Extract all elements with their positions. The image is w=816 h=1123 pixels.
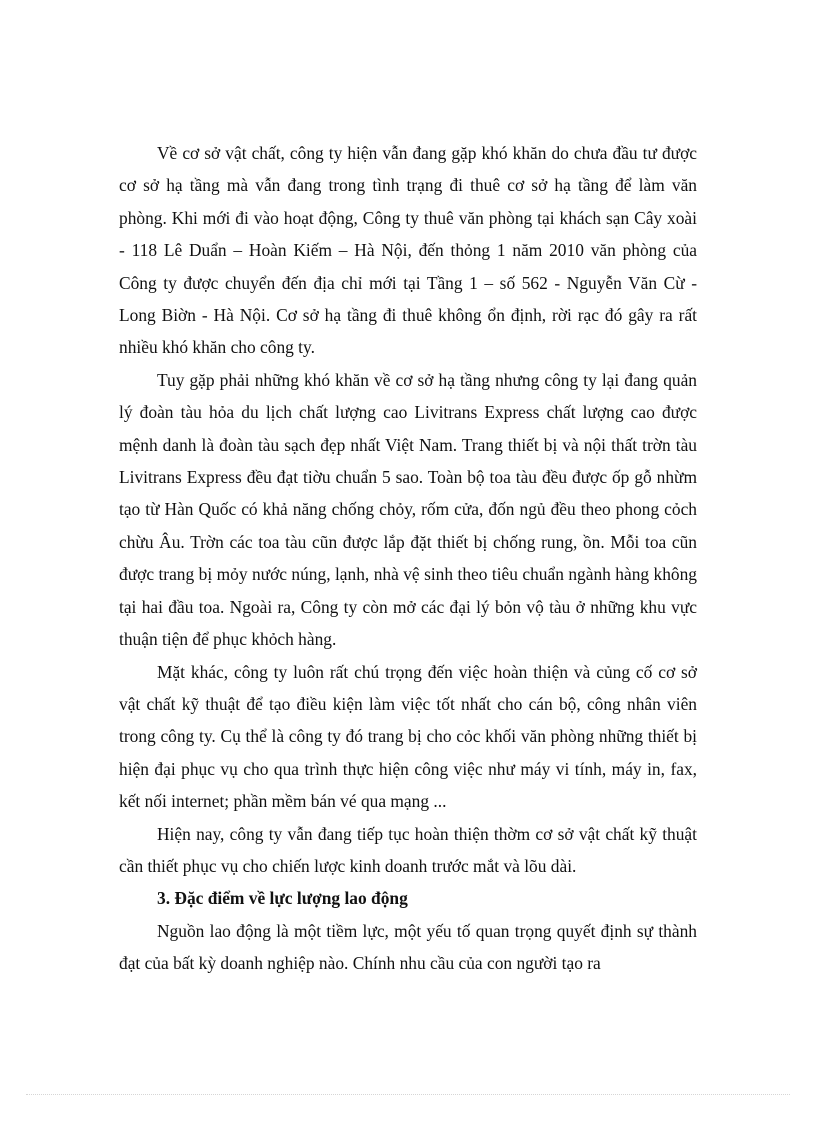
paragraph-equipment: Mặt khác, công ty luôn rất chú trọng đến việc hoàn thiện và củng cố cơ sở vật chất kỹ thuật để tạo điều kiện làm việc tốt nhất cho cán bộ, công nhân viên trong công ty. Cụ thể là công ty đó trang bị cho cỏc khối văn phòng những thiết bị hiện đại phục vụ cho qua trình thực hiện công việc như máy vi tính, máy in, fax, kết nối internet; phần mềm bán vé qua mạng ... <box>119 661 697 812</box>
paragraph-train-facilities: Tuy gặp phải những khó khăn về cơ sở hạ tầng nhưng công ty lại đang quản lý đoàn tàu hỏa du lịch chất lượng cao Livitrans Express chất lượng cao được mệnh danh là đoàn tàu sạch đẹp nhất Việt Nam. Trang thiết bị và nội thất trờn tàu Livitrans Express đều đạt tiờu chuẩn 5 sao. Toàn bộ toa tàu đều được ốp gỗ nhừm tạo từ Hàn Quốc có khả năng chống chỏy, rốm cửa, đốn ngủ đều theo phong cỏch chừu Âu. Trờn các toa tàu cũn được lắp đặt thiết bị chống rung, ồn. Mỗi toa cũn được trang bị mỏy nước núng, lạnh, nhà vệ sinh theo tiêu chuẩn ngành hàng không tại hai đầu toa. Ngoài ra, Công ty còn mở các đại lý bỏn vộ tàu ở những khu vực thuận tiện để phục khỏch hàng. <box>119 369 697 650</box>
footer-divider <box>26 1094 790 1095</box>
paragraph-ongoing-improvement: Hiện nay, công ty vẫn đang tiếp tục hoàn thiện thờm cơ sở vật chất kỹ thuật cần thiết phục vụ cho chiến lược kinh doanh trước mắt và lõu dài. <box>119 823 697 876</box>
section-heading: 3. Đặc điểm về lực lượng lao động <box>157 888 408 909</box>
paragraph-infrastructure: Về cơ sở vật chất, công ty hiện vẫn đang gặp khó khăn do chưa đầu tư được cơ sở hạ tầng mà vẫn đang trong tình trạng đi thuê cơ sở hạ tầng để làm văn phòng. Khi mới đi vào hoạt động, Công ty thuê văn phòng tại khách sạn Cây xoài - 118 Lê Duẩn – Hoàn Kiếm – Hà Nội, đến thỏng 1 năm 2010 văn phòng của Công ty được chuyển đến địa chỉ mới tại Tầng 1 – số 562 - Nguyễn Văn Cừ - Long Biờn - Hà Nội. Cơ sở hạ tầng đi thuê không ổn định, rời rạc đó gây ra rất nhiều khó khăn cho công ty. <box>119 143 697 358</box>
paragraph-labor-force: Nguồn lao động là một tiềm lực, một yếu tố quan trọng quyết định sự thành đạt của bất kỳ doanh nghiệp nào. Chính nhu cầu của con người tạo ra <box>119 920 697 974</box>
document-body <box>119 137 697 980</box>
